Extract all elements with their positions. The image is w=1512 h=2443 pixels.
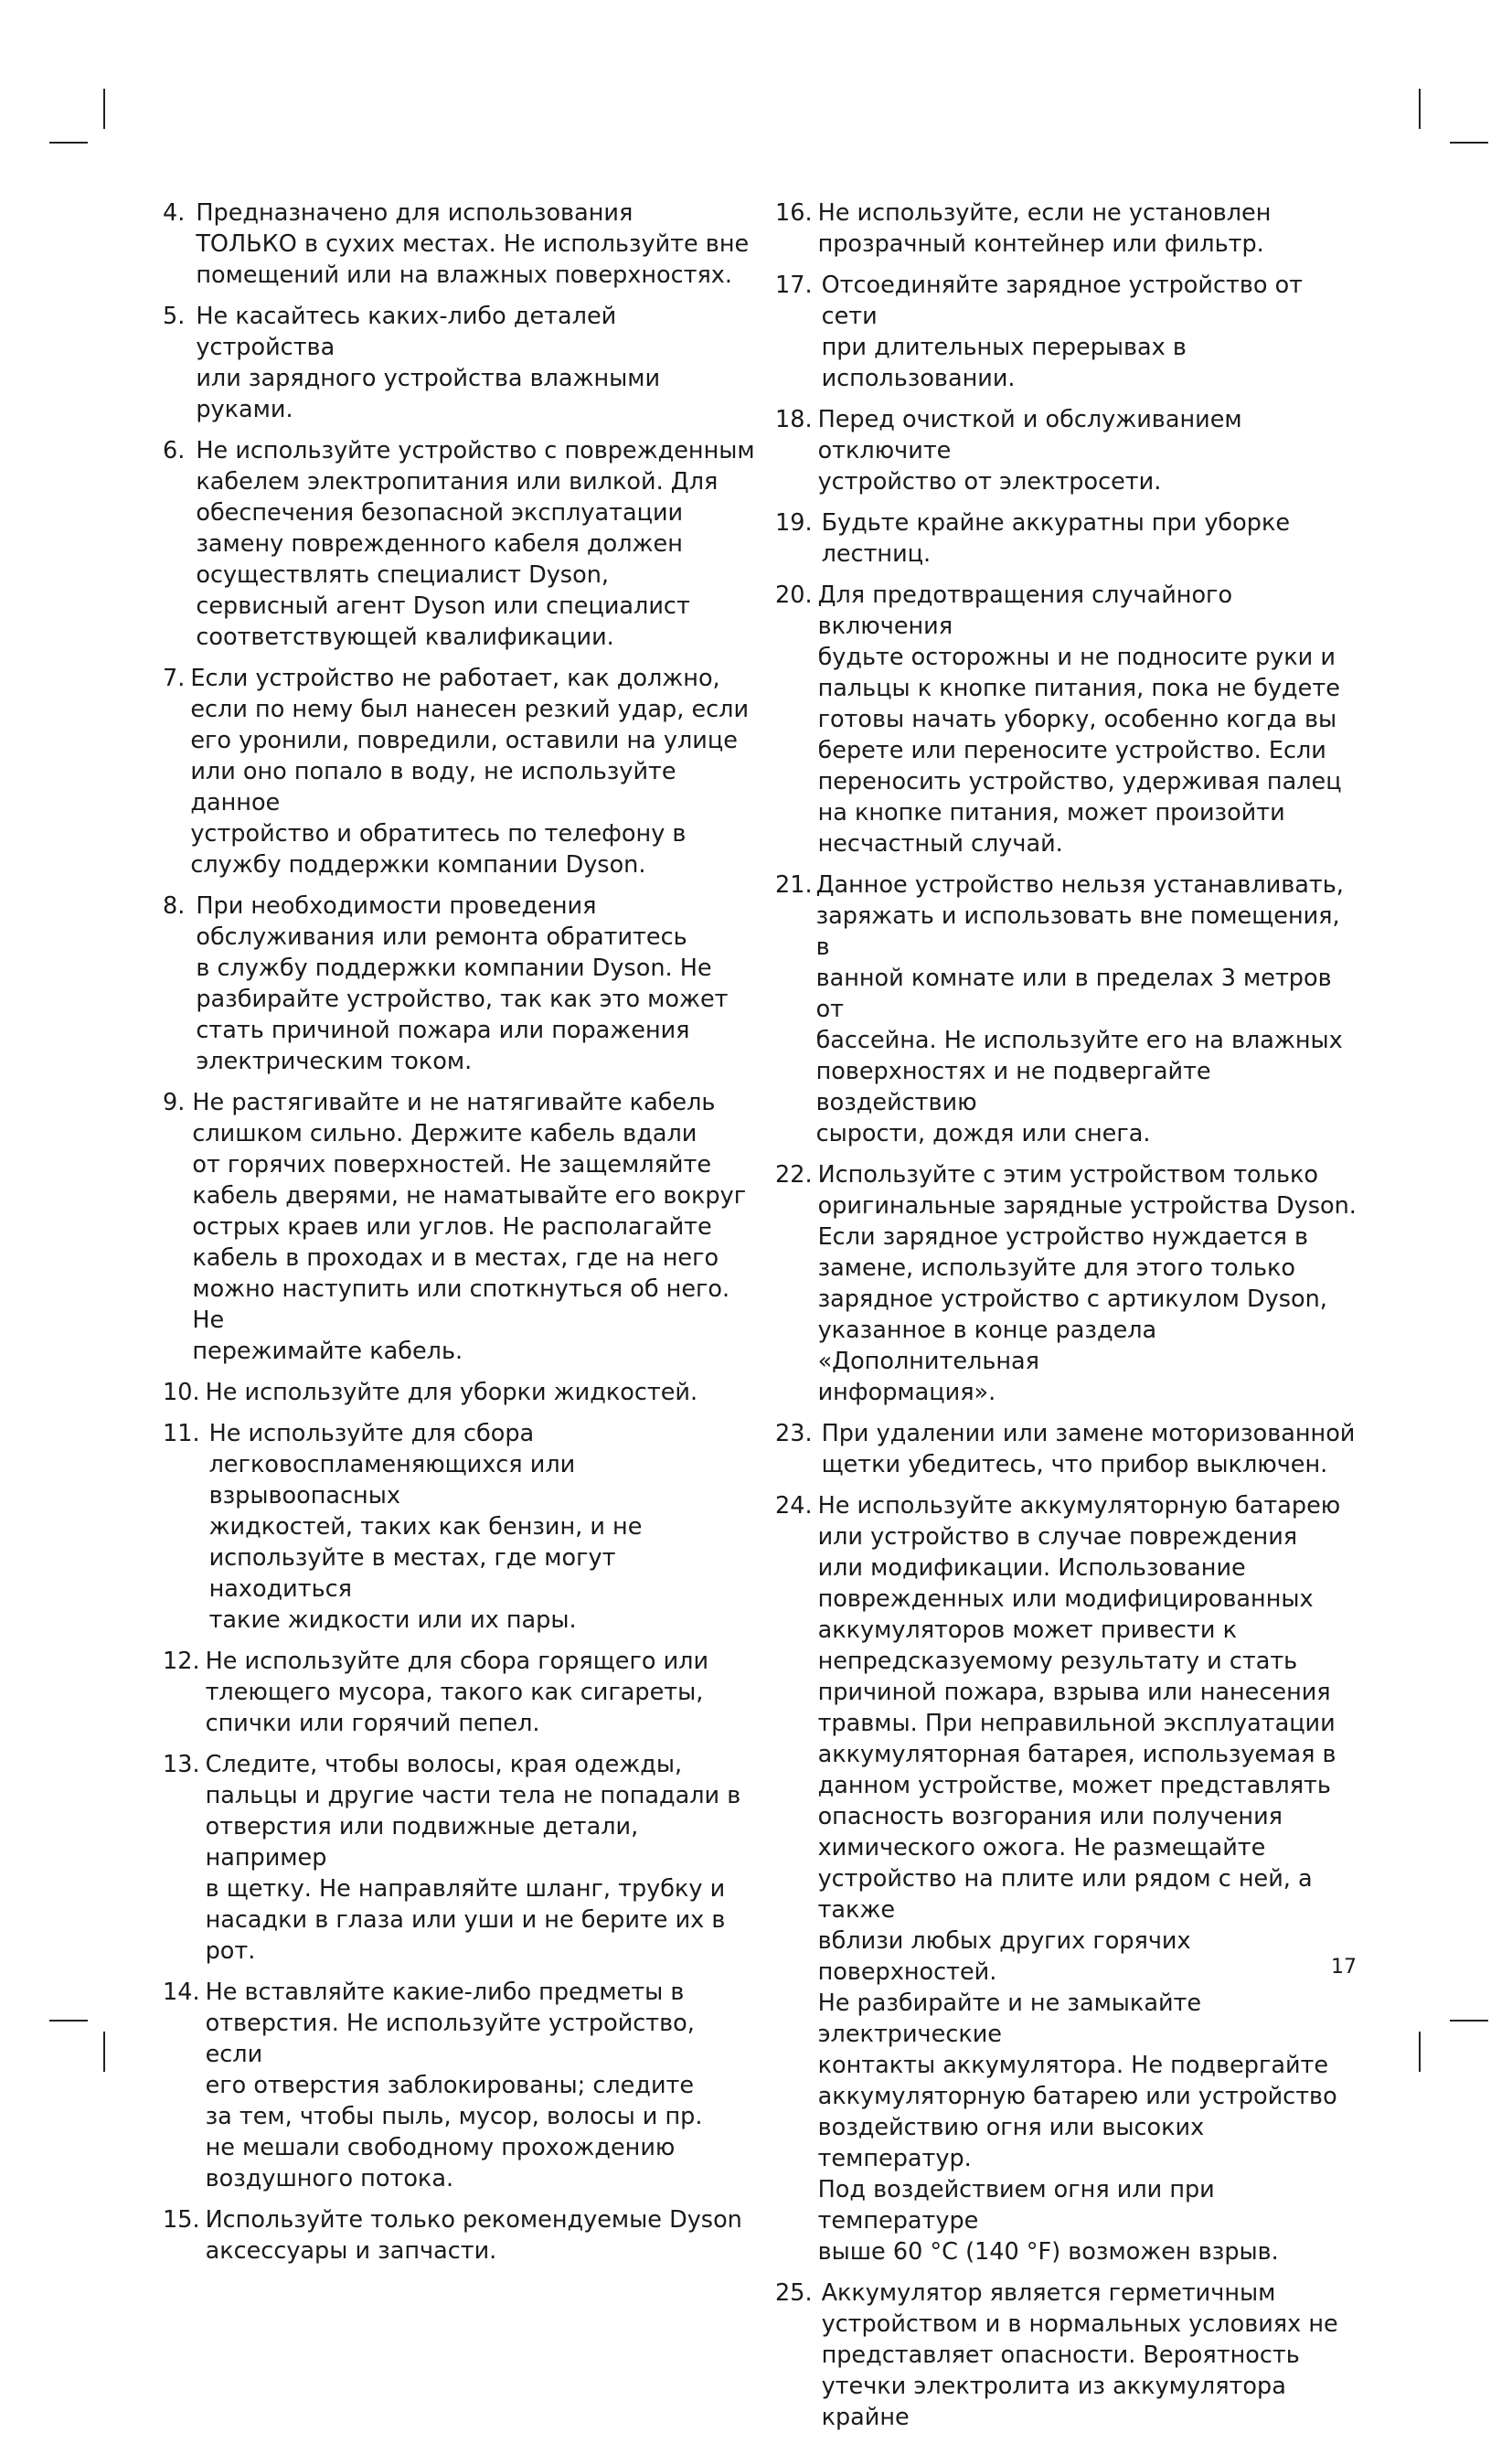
- item-number: 21.: [775, 871, 813, 899]
- list-item: [775, 2278, 1360, 2433]
- crop-mark-bottom-left-horizontal: [49, 2020, 88, 2022]
- list-item: [163, 1749, 755, 1967]
- item-number: 20.: [775, 581, 813, 609]
- item-number: 15.: [163, 2206, 200, 2234]
- item-number: 19.: [775, 509, 813, 537]
- item-number: 12.: [163, 1648, 200, 1675]
- list-item: [163, 2204, 755, 2267]
- item-text: Не используйте аккумуляторную батарею или устройство в случае повреждения или модификации. Использование поврежденных или модифицированных аккумуляторов может привести к непредсказуемому результату и стать причиной пожара, взрыва или нанесения травмы. При неправильной эксплуатации аккумуляторная батарея, используемая в данном устройстве, может представлять опасность возгорания или получения химического ожога. Не размещайте устройство на плите или рядом с ней, а также вблизи любых других горячих поверхностей. Не разбирайте и не замыкайте электрические контакты аккумулятора. Не подвергайте аккумуляторную батарею или устройство воздействию огня или высоких температур. Под воздействием огня или при температуре выше 60 °C (140 °F) возможен взрыв.: [817, 1492, 1341, 2266]
- list-item: [775, 270, 1360, 394]
- item-text: При необходимости проведения обслуживания или ремонта обратитесь в службу поддержки компании Dyson. Не разбирайте устройство, так как это может стать причиной пожара или поражения электрическим током.: [196, 892, 729, 1075]
- right-column: [775, 197, 1360, 2443]
- item-text: Аккумулятор является герметичным устройством и в нормальных условиях не представляет опасности. Вероятность утечки электролита из аккумулятора крайне: [821, 2279, 1338, 2431]
- list-item: [163, 891, 755, 1077]
- item-text: Для предотвращения случайного включения будьте осторожны и не подносите руки и пальцы к кнопке питания, пока не будете готовы начать уборку, особенно когда вы берете или переносите устройство. Если переносить устройство, удерживая палец на кнопке питания, может произойти несчастный случай.: [817, 581, 1342, 858]
- item-number: 9.: [163, 1089, 186, 1116]
- crop-mark-bottom-left-vertical: [103, 2032, 105, 2072]
- item-text: Не вставляйте какие-либо предметы в отверстия. Не используйте устройство, если его отверстия заблокированы; следите за тем, чтобы пыль, мусор, волосы и пр. не мешали свободному прохождению воздушного потока.: [205, 1979, 703, 2192]
- item-number: 18.: [775, 406, 813, 433]
- item-number: 25.: [775, 2279, 813, 2307]
- item-text: Не используйте устройство с поврежденным кабелем электропитания или вилкой. Для обеспечения безопасной эксплуатации замену поврежденного кабеля должен осуществлять специалист Dyson, сервисный агент Dyson или специалист соответствующей квалификации.: [196, 437, 755, 651]
- crop-mark-top-right-horizontal: [1450, 142, 1488, 144]
- item-text: Отсоединяйте зарядное устройство от сети при длительных перерывах в использовании.: [821, 272, 1304, 392]
- item-number: 16.: [775, 199, 813, 227]
- item-text: Используйте только рекомендуемые Dyson аксессуары и запчасти.: [205, 2206, 742, 2265]
- item-number: 7.: [163, 665, 186, 692]
- list-item: [163, 1418, 755, 1636]
- item-number: 4.: [163, 199, 186, 227]
- list-item: [775, 1159, 1360, 1408]
- item-text: Не используйте, если не установлен прозрачный контейнер или фильтр.: [817, 199, 1272, 258]
- list-item: [163, 1377, 755, 1408]
- item-text: Данное устройство нельзя устанавливать, заряжать и использовать вне помещения, в ванной комнате или в пределах 3 метров от бассейна. Не используйте его на влажных поверхностях и не подвергайте воздействию сырости, дождя или снега.: [815, 871, 1344, 1147]
- crop-mark-top-right-vertical: [1419, 89, 1421, 129]
- item-number: 22.: [775, 1161, 813, 1189]
- item-text: Если устройство не работает, как должно, если по нему был нанесен резкий удар, если его уронили, повредили, оставили на улице или оно попало в воду, не используйте данное устройство и обратитесь по телефону в службу поддержки компании Dyson.: [190, 665, 750, 879]
- item-number: 14.: [163, 1979, 200, 2006]
- item-text: Перед очисткой и обслуживанием отключите устройство от электросети.: [817, 406, 1242, 496]
- item-text: Не используйте для уборки жидкостей.: [205, 1379, 698, 1406]
- item-number: 11.: [163, 1420, 200, 1447]
- item-number: 10.: [163, 1379, 200, 1406]
- list-item: [163, 1977, 755, 2194]
- item-number: 23.: [775, 1420, 813, 1447]
- item-text: Не касайтесь каких-либо деталей устройства или зарядного устройства влажными руками.: [196, 303, 661, 423]
- list-item: [775, 1490, 1360, 2267]
- list-item: [163, 301, 755, 425]
- list-item: [163, 663, 755, 880]
- item-text: При удалении или замене моторизованной щетки убедитесь, что прибор выключен.: [821, 1420, 1356, 1478]
- item-number: 13.: [163, 1751, 200, 1778]
- list-item: [775, 580, 1360, 859]
- crop-mark-top-left-vertical: [103, 89, 105, 129]
- item-text: Предназначено для использования ТОЛЬКО в сухих местах. Не используйте вне помещений или на влажных поверхностях.: [196, 199, 750, 289]
- list-item: [775, 197, 1360, 260]
- list-item: [775, 404, 1360, 497]
- list-item: [163, 197, 755, 291]
- item-number: 24.: [775, 1492, 813, 1520]
- list-item: [163, 435, 755, 653]
- left-column: [163, 197, 755, 2277]
- list-item: [775, 869, 1360, 1149]
- list-item: [163, 1087, 755, 1367]
- item-number: 6.: [163, 437, 186, 464]
- page-number: 17: [1331, 1956, 1357, 1979]
- item-text: Не растягивайте и не натягивайте кабель слишком сильно. Держите кабель вдали от горячих поверхностей. Не защемляйте кабель дверями, не наматывайте его вокруг острых краев или углов. Не располагайте кабель в проходах и в местах, где на него можно наступить или споткнуться об него. Не пережимайте кабель.: [192, 1089, 747, 1365]
- item-text: Следите, чтобы волосы, края одежды, пальцы и другие части тела не попадали в отверстия или подвижные детали, например в щетку. Не направляйте шланг, трубку и насадки в глаза или уши и не берите их в рот.: [205, 1751, 741, 1965]
- list-item: [163, 1646, 755, 1739]
- item-text: Используйте с этим устройством только оригинальные зарядные устройства Dyson. Если зарядное устройство нуждается в замене, используйте для этого только зарядное устройство с артикулом Dyson, указанное в конце раздела «Дополнительная информация».: [817, 1161, 1357, 1406]
- list-item: [775, 1418, 1360, 1480]
- item-text: Не используйте для сбора легковоспламеняющихся или взрывоопасных жидкостей, таких как бензин, и не используйте в местах, где могут находиться такие жидкости или их пары.: [208, 1420, 643, 1634]
- crop-mark-bottom-right-vertical: [1419, 2032, 1421, 2072]
- crop-mark-top-left-horizontal: [49, 142, 88, 144]
- item-number: 5.: [163, 303, 186, 330]
- crop-mark-bottom-right-horizontal: [1450, 2020, 1488, 2022]
- item-text: Будьте крайне аккуратны при уборке лестниц.: [821, 509, 1291, 568]
- item-number: 17.: [775, 272, 813, 299]
- item-number: 8.: [163, 892, 186, 920]
- item-text: Не используйте для сбора горящего или тлеющего мусора, такого как сигареты, спички или горячий пепел.: [205, 1648, 709, 1737]
- list-item: [775, 507, 1360, 570]
